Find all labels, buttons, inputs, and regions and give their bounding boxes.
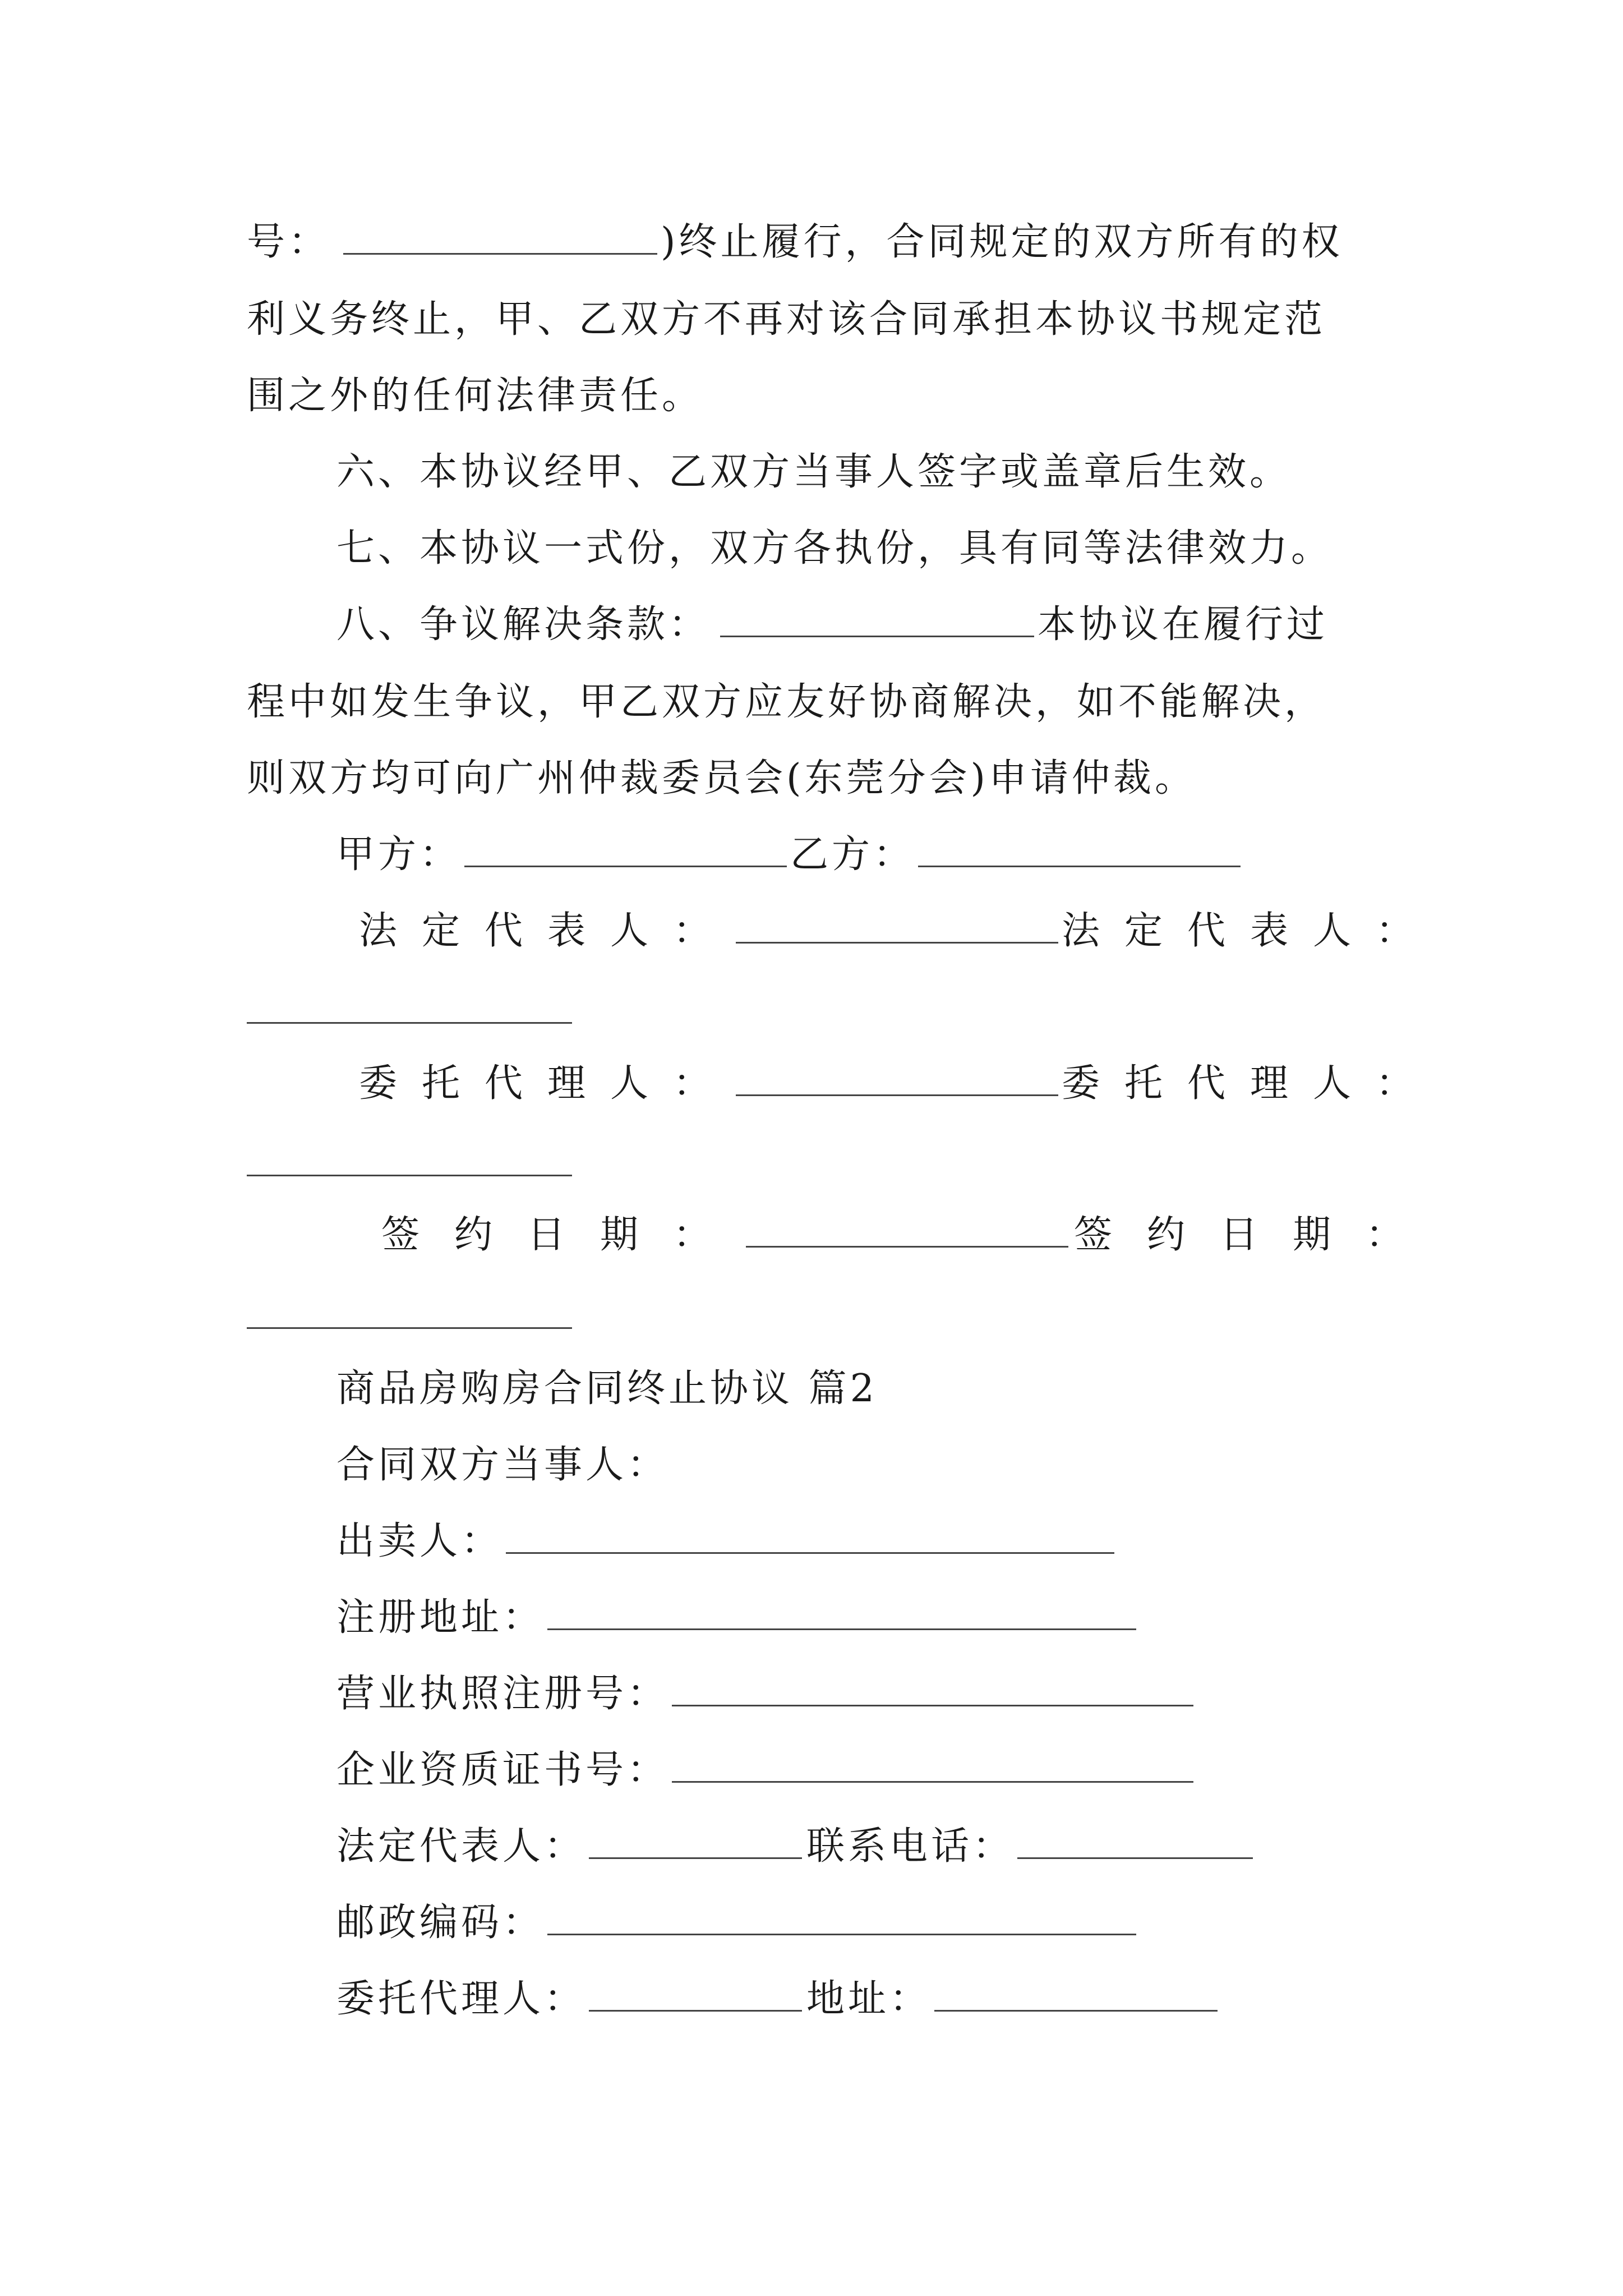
reg-address-field[interactable] [547, 1599, 1136, 1630]
fill-blank[interactable] [343, 224, 657, 255]
clause-item: 六、本协议经甲、乙双方当事人签字或盖章后生效。 [336, 450, 1292, 494]
qualification-cert-field[interactable] [672, 1752, 1193, 1783]
paragraph-line: 程中如发生争议，甲乙双方应友好协商解决，如不能解决， [247, 680, 1326, 724]
paragraph-line: 则双方均可向广州仲裁委员会(东莞分会)申请仲裁。 [247, 756, 1197, 800]
legal-rep-b-field[interactable] [247, 1022, 572, 1024]
field-label: 企业资质证书号： [336, 1748, 669, 1792]
signature-row [381, 1213, 1439, 1257]
agent-field[interactable] [589, 1981, 802, 2012]
form-row [336, 1824, 1253, 1869]
legal-rep-field[interactable] [589, 1828, 802, 1859]
field-label: 法定代表人： [359, 909, 736, 953]
field-label: 委托代理人： [336, 1977, 586, 2021]
form-row [336, 1595, 1136, 1640]
signature-row [359, 909, 1439, 953]
agent-b-field[interactable] [247, 1175, 572, 1176]
field-label: 法定代表人： [1062, 909, 1439, 953]
signature-row [359, 1061, 1439, 1106]
business-license-field[interactable] [672, 1676, 1193, 1706]
sign-date-a-field[interactable] [746, 1217, 1068, 1248]
paragraph-line [247, 220, 1343, 264]
clause-item: 七、本协议一式份，双方各执份，具有同等法律效力。 [336, 526, 1333, 570]
fill-blank[interactable] [720, 606, 1034, 637]
parties-heading: 合同双方当事人： [336, 1443, 669, 1487]
field-label: 地址： [806, 1977, 932, 2021]
field-label: 委托代理人： [359, 1061, 736, 1106]
field-label: 法定代表人： [336, 1824, 586, 1869]
section-title: 商品房购房合同终止协议 篇2 [336, 1366, 878, 1411]
signature-row [336, 832, 1241, 877]
field-label: 邮政编码： [336, 1901, 545, 1945]
sign-date-b-field[interactable] [247, 1327, 572, 1329]
form-row [336, 1672, 1193, 1716]
field-label: 出卖人： [336, 1519, 503, 1563]
field-label: 注册地址： [336, 1595, 545, 1640]
doc-text: 号： [247, 220, 330, 264]
form-row [336, 1748, 1193, 1792]
form-row [336, 1977, 1218, 2021]
field-label: 委托代理人： [1062, 1061, 1439, 1106]
field-label: 签约日期： [1074, 1213, 1439, 1257]
form-row [336, 1901, 1136, 1945]
doc-text: 本协议在履行过 [1038, 602, 1329, 647]
field-label: 营业执照注册号： [336, 1672, 669, 1716]
phone-field[interactable] [1017, 1828, 1253, 1859]
doc-text: )终止履行，合同规定的双方所有的权 [661, 220, 1343, 264]
paragraph-line: 围之外的任何法律责任。 [247, 374, 704, 418]
field-label: 联系电话： [806, 1824, 1015, 1869]
field-label: 签约日期： [381, 1213, 746, 1257]
clause-item [336, 602, 1329, 647]
party-b-field[interactable] [918, 836, 1241, 867]
field-label: 乙方： [790, 832, 915, 877]
party-a-field[interactable] [464, 836, 787, 867]
legal-rep-a-field[interactable] [736, 913, 1058, 944]
address-field[interactable] [934, 1981, 1218, 2012]
doc-text: 八、争议解决条款： [336, 602, 711, 647]
form-row [336, 1519, 1114, 1563]
paragraph-line: 利义务终止，甲、乙双方不再对该合同承担本协议书规定范 [247, 297, 1326, 342]
field-label: 甲方： [336, 832, 462, 877]
agent-a-field[interactable] [736, 1065, 1058, 1096]
seller-field[interactable] [506, 1523, 1114, 1554]
postcode-field[interactable] [547, 1904, 1136, 1935]
